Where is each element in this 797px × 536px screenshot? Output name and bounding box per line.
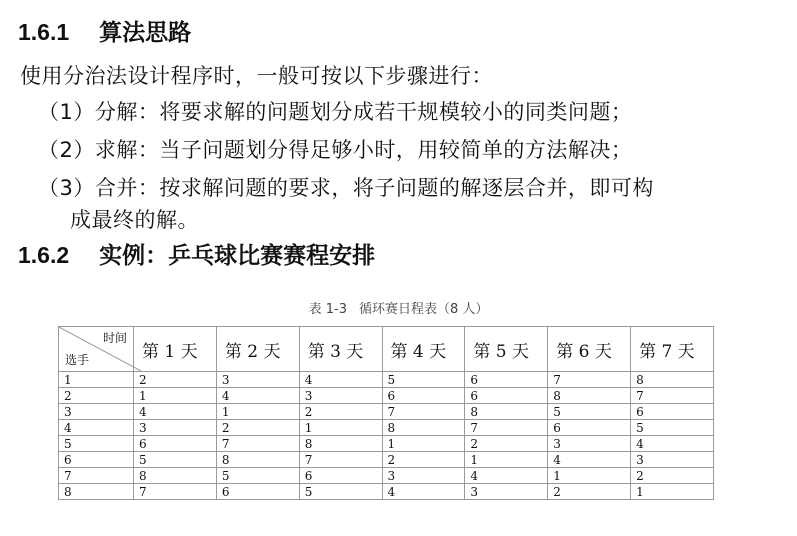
section-title: 实例：乒乓球比赛赛程安排 [99,243,376,269]
table-row [59,484,714,500]
table-row [59,372,714,388]
opponent-cell: 3 [631,452,714,468]
table-caption [0,298,797,317]
opponent-cell: 3 [465,484,548,500]
opponent-cell: 1 [134,388,217,404]
player-cell: 1 [59,372,134,388]
player-cell: 3 [59,404,134,420]
opponent-cell: 5 [134,452,217,468]
corner-label-player: 选手 [65,353,90,367]
opponent-cell: 4 [216,388,299,404]
section-heading-1-6-1 [18,14,191,47]
opponent-cell: 2 [134,372,217,388]
opponent-cell: 1 [299,420,382,436]
section-number: 1.6.1 [18,19,70,45]
opponent-cell: 2 [299,404,382,420]
opponent-cell: 4 [548,452,631,468]
column-header-day: 第 1 天 [134,327,217,372]
opponent-cell: 4 [382,484,465,500]
opponent-cell: 2 [216,420,299,436]
opponent-cell: 1 [548,468,631,484]
section-title: 算法思路 [99,20,192,46]
opponent-cell: 3 [216,372,299,388]
opponent-cell: 4 [631,436,714,452]
opponent-cell: 4 [465,468,548,484]
opponent-cell: 6 [465,372,548,388]
round-robin-schedule-table [58,326,714,500]
opponent-cell: 6 [382,388,465,404]
opponent-cell: 8 [382,420,465,436]
section-heading-1-6-2 [18,237,375,270]
player-cell: 6 [59,452,134,468]
opponent-cell: 1 [382,436,465,452]
opponent-cell: 5 [631,420,714,436]
opponent-cell: 7 [134,484,217,500]
opponent-cell: 8 [216,452,299,468]
opponent-cell: 6 [299,468,382,484]
opponent-cell: 7 [465,420,548,436]
opponent-cell: 8 [548,388,631,404]
player-cell: 2 [59,388,134,404]
table-row [59,452,714,468]
column-header-day: 第 2 天 [216,327,299,372]
opponent-cell: 2 [382,452,465,468]
opponent-cell: 8 [299,436,382,452]
opponent-cell: 7 [631,388,714,404]
opponent-cell: 4 [134,404,217,420]
step-2-solve: （2）求解：当子问题划分得足够小时，用较简单的方法解决； [38,138,633,162]
player-cell: 5 [59,436,134,452]
column-header-day: 第 7 天 [631,327,714,372]
player-cell: 8 [59,484,134,500]
table-row [59,388,714,404]
column-header-day: 第 3 天 [299,327,382,372]
opponent-cell: 8 [134,468,217,484]
opponent-cell: 3 [382,468,465,484]
step-3-merge-continued: 成最终的解。 [70,208,199,232]
opponent-cell: 7 [299,452,382,468]
opponent-cell: 6 [465,388,548,404]
table-row [59,468,714,484]
table-header-row [59,327,714,372]
opponent-cell: 4 [299,372,382,388]
section-number: 1.6.2 [18,242,70,268]
opponent-cell: 5 [216,468,299,484]
opponent-cell: 1 [631,484,714,500]
opponent-cell: 1 [216,404,299,420]
opponent-cell: 7 [382,404,465,420]
table-row [59,420,714,436]
opponent-cell: 1 [465,452,548,468]
opponent-cell: 6 [548,420,631,436]
step-3-merge: （3）合并：按求解问题的要求，将子问题的解逐层合并，即可构 [38,176,654,200]
opponent-cell: 5 [382,372,465,388]
opponent-cell: 3 [548,436,631,452]
opponent-cell: 6 [216,484,299,500]
opponent-cell: 2 [631,468,714,484]
column-header-day: 第 5 天 [465,327,548,372]
table-body [59,372,714,500]
opponent-cell: 8 [631,372,714,388]
table-row [59,436,714,452]
opponent-cell: 5 [299,484,382,500]
opponent-cell: 7 [548,372,631,388]
opponent-cell: 2 [548,484,631,500]
table-row [59,404,714,420]
opponent-cell: 3 [299,388,382,404]
table-caption-number: 表 1-3 [308,302,347,317]
corner-label-time: 时间 [102,331,127,345]
opponent-cell: 5 [548,404,631,420]
opponent-cell: 8 [465,404,548,420]
table-caption-title: 循环赛日程表（8 人） [358,302,489,317]
opponent-cell: 6 [631,404,714,420]
step-1-divide: （1）分解：将要求解的问题划分成若干规模较小的同类问题； [38,100,633,124]
player-cell: 7 [59,468,134,484]
corner-header-cell [59,327,134,372]
intro-paragraph: 使用分治法设计程序时，一般可按以下步骤进行： [20,64,493,88]
opponent-cell: 7 [216,436,299,452]
player-cell: 4 [59,420,134,436]
opponent-cell: 3 [134,420,217,436]
column-header-day: 第 4 天 [382,327,465,372]
column-header-day: 第 6 天 [548,327,631,372]
opponent-cell: 6 [134,436,217,452]
opponent-cell: 2 [465,436,548,452]
